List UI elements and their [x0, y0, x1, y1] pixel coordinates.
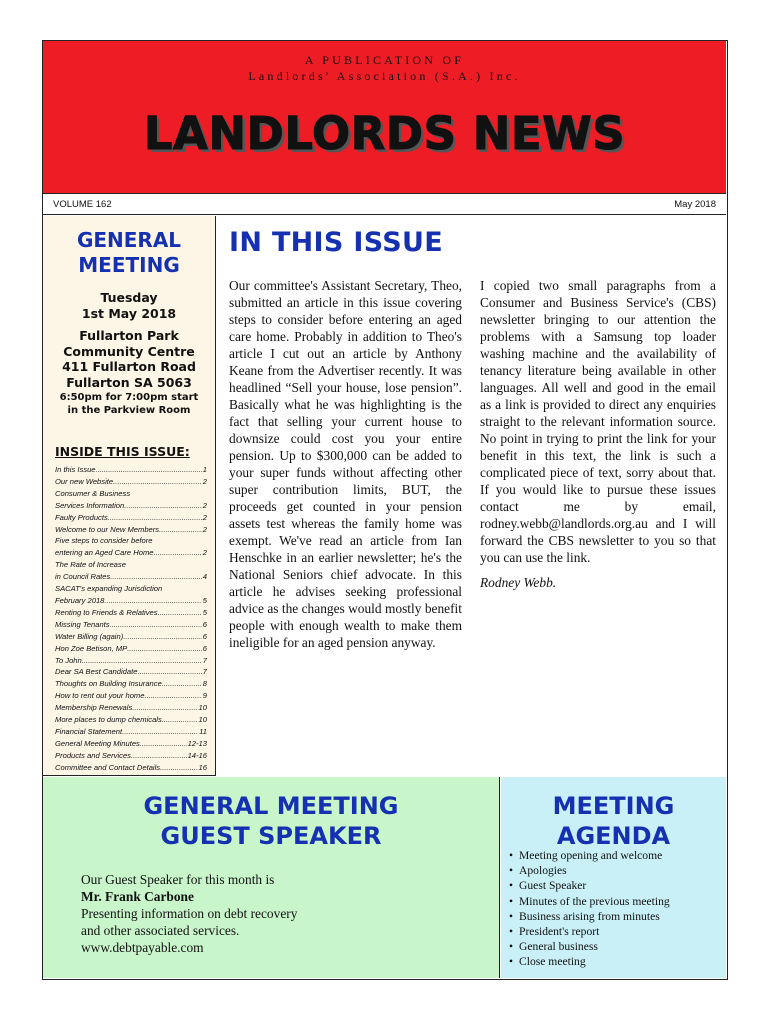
toc-item-page: 14-16: [187, 750, 207, 760]
newsletter-title: LANDLORDS NEWS: [143, 107, 626, 160]
toc-item-page: 4: [202, 572, 207, 582]
toc-item-title: Membership Renewals: [55, 703, 133, 713]
toc-item: [55, 655, 207, 667]
sidebar: [43, 216, 216, 776]
speaker-name: Mr. Frank Carbone: [81, 889, 194, 904]
toc-item: [55, 714, 207, 726]
issue-date: May 2018: [674, 199, 716, 210]
publication-line: A PUBLICATION OF: [304, 53, 465, 67]
toc-leader-dots: [144, 690, 201, 702]
agenda-item: • President's report: [509, 924, 670, 939]
toc-item-title: In this Issue: [55, 465, 96, 474]
meeting-venue: Fullarton Park Community Centre 411 Fullarton Road Fullarton SA 5063: [62, 328, 196, 390]
guest-speaker-heading: GENERAL MEETING GUEST SPEAKER: [143, 792, 399, 850]
toc-leader-dots: [140, 738, 187, 750]
toc-item-title: How to rent out your home: [55, 691, 145, 701]
speaker-topic: Presenting information on debt recovery: [81, 906, 298, 921]
toc-leader-dots: [96, 464, 202, 476]
agenda-item: • Meeting opening and welcome: [509, 848, 670, 863]
article-column-2: [480, 277, 716, 591]
toc-item-title: Five steps to consider before: [55, 536, 153, 546]
toc-leader-dots: [123, 631, 202, 643]
inside-this-issue-heading: INSIDE THIS ISSUE:: [55, 444, 190, 459]
toc-item-title: Products and Services: [55, 750, 131, 760]
meeting-agenda-box: [501, 777, 726, 978]
toc-item: [55, 738, 207, 750]
agenda-item: • General business: [509, 939, 670, 954]
toc-item-title: General Meeting Minutes: [55, 738, 140, 748]
toc-leader-dots: [137, 666, 201, 678]
publisher-name: Landlords' Association (S.A.) Inc.: [248, 69, 521, 83]
toc-item: [55, 464, 207, 476]
volume-number: VOLUME 162: [53, 199, 112, 210]
toc-item-title: To John: [55, 655, 82, 665]
newsletter-page: [42, 40, 728, 980]
toc-item: [55, 726, 207, 738]
toc-item: [55, 512, 207, 524]
toc-item-page: 10: [198, 703, 207, 713]
toc-item-title: Committee and Contact Details: [55, 762, 161, 772]
toc-item-page: 2: [202, 548, 207, 558]
toc-item: [55, 619, 207, 631]
toc-item-title: in Council Rates: [55, 572, 111, 582]
toc-item: [55, 571, 207, 583]
table-of-contents: [55, 464, 207, 774]
volume-bar: [43, 195, 726, 215]
toc-leader-dots: [110, 571, 201, 583]
toc-item-title: Dear SA Best Candidate: [55, 667, 138, 677]
toc-item: [55, 690, 207, 702]
toc-leader-dots: [113, 476, 202, 488]
toc-item-page: 5: [202, 595, 207, 605]
toc-leader-dots: [110, 619, 202, 631]
toc-item-page: 2: [202, 524, 207, 534]
toc-leader-dots: [158, 607, 202, 619]
toc-item-page: 10: [198, 715, 207, 725]
general-meeting-heading: GENERAL MEETING: [76, 228, 182, 277]
toc-item-page: 2: [202, 512, 207, 522]
toc-item-title: Missing Tenants: [55, 619, 110, 629]
toc-item-title: entering an Aged Care Home: [55, 548, 154, 558]
speaker-website: www.debtpayable.com: [81, 940, 204, 955]
meeting-time: 6:50pm for 7:00pm start in the Parkview Room: [59, 392, 199, 416]
toc-leader-dots: [162, 678, 202, 690]
toc-item-page: 2: [202, 476, 207, 486]
toc-item: [55, 524, 207, 536]
masthead: [43, 41, 726, 194]
toc-leader-dots: [127, 643, 202, 655]
agenda-item: • Guest Speaker: [509, 878, 670, 893]
toc-item-title: Renting to Friends & Relatives: [55, 607, 158, 617]
toc-item-page: 2: [202, 500, 207, 510]
toc-item-page: 16: [198, 762, 207, 772]
toc-item: [55, 678, 207, 690]
signature: Rodney Webb.: [480, 575, 557, 590]
toc-item-page: 5: [202, 607, 207, 617]
toc-item-page: 7: [202, 667, 207, 677]
toc-leader-dots: [108, 512, 202, 524]
toc-item-page: 6: [202, 619, 207, 629]
toc-item: [55, 476, 207, 488]
toc-leader-dots: [162, 714, 198, 726]
toc-item-title: SACAT's expanding Jurisdiction: [55, 584, 163, 594]
toc-item: [55, 643, 207, 655]
toc-item-title: February 2018: [55, 595, 105, 605]
toc-item: [55, 583, 207, 595]
toc-item: [55, 595, 207, 607]
agenda-item: • Close meeting: [509, 954, 670, 969]
toc-leader-dots: [159, 524, 202, 536]
toc-item-title: More places to dump chemicals: [55, 715, 162, 725]
toc-item: [55, 702, 207, 714]
toc-item: [55, 631, 207, 643]
toc-item-title: Our new Website: [55, 476, 114, 486]
toc-item-title: Hon Zoe Betison, MP: [55, 643, 128, 653]
toc-item: [55, 607, 207, 619]
agenda-item: • Apologies: [509, 863, 670, 878]
toc-item-title: The Rate of Increase: [55, 560, 126, 570]
toc-item-title: Faulty Products: [55, 512, 108, 522]
guest-speaker-box: [43, 777, 500, 978]
in-this-issue-heading: IN THIS ISSUE: [229, 227, 443, 258]
toc-item-title: Water Billing (again): [55, 631, 124, 641]
toc-item-title: Thoughts on Building Insurance: [55, 679, 162, 689]
toc-item: [55, 488, 207, 500]
toc-item-page: 12-13: [187, 738, 207, 748]
speaker-intro: Our Guest Speaker for this month is: [81, 872, 275, 887]
agenda-item: • Business arising from minutes: [509, 909, 670, 924]
toc-item: [55, 666, 207, 678]
toc-item-page: 7: [202, 655, 207, 665]
toc-item-page: 1: [202, 465, 207, 474]
article-paragraph: I copied two small paragraphs from a Consumer and Business Service's (CBS) newsletter bringing to our attention the problems with a Samsung top loader washing machine and the availability of tenancy literature being available in other languages. All well and good in the email as a link is provided to direct any enquiries straight to the relevant information source. No point in trying to print the link for your benefit in this text, the link is such a complicated piece of text, sorry about that. If you would like to pursue these issues contact me by email, rodney.webb@landlords.org.au and I will forward the CBS newsletter to you so that you can use the link.: [480, 278, 716, 565]
toc-item: [55, 500, 207, 512]
guest-speaker-details: [81, 871, 297, 956]
agenda-item: • Minutes of the previous meeting: [509, 894, 670, 909]
toc-leader-dots: [82, 655, 202, 667]
agenda-list: [509, 848, 670, 970]
toc-item-title: Welcome to our New Members: [55, 524, 160, 534]
toc-item: [55, 762, 207, 774]
toc-item: [55, 547, 207, 559]
toc-leader-dots: [132, 702, 197, 714]
toc-item: [55, 750, 207, 762]
toc-leader-dots: [122, 726, 198, 738]
toc-leader-dots: [131, 750, 187, 762]
toc-leader-dots: [160, 762, 197, 774]
toc-item-page: 6: [202, 643, 207, 653]
toc-leader-dots: [154, 547, 202, 559]
toc-item: [55, 535, 207, 547]
speaker-topic: and other associated services.: [81, 923, 240, 938]
toc-leader-dots: [104, 595, 201, 607]
article-paragraph: Our committee's Assistant Secretary, Theo, submitted an article in this issue covering steps to consider before entering an aged care home. Probably in addition to Theo's article I cut out an article by Anthony Keane from the Advertiser recently. It was headlined “Sell your house, lose pension”. Basically what he was highlighting is the fact that selling your current house to downsize could cost you your entire pension. Up to $300,000 can be added to your super funds without affecting other super contribution limits, BUT, the proceeds get counted in your pension assets test whereas the family home was exempt. We've read an article from Ian Henschke in an earlier newsletter; he's the National Seniors chief advocate. In this article he advises seeking professional advice as the changes would mostly benefit people with enough wealth to make them ineligible for an aged pension anyway.: [229, 278, 462, 650]
toc-item-title: Services Information: [55, 500, 125, 510]
toc-item-title: Financial Statement: [55, 726, 123, 736]
toc-item-page: 9: [202, 691, 207, 701]
toc-item-page: 8: [202, 679, 207, 689]
meeting-date: Tuesday 1st May 2018: [81, 290, 177, 321]
toc-item: [55, 559, 207, 571]
toc-item-title: Consumer & Business: [55, 488, 131, 498]
meeting-agenda-heading: MEETING AGENDA: [552, 792, 675, 850]
toc-item-page: 6: [202, 631, 207, 641]
article-column-1: [229, 277, 462, 651]
toc-leader-dots: [124, 500, 202, 512]
toc-item-page: 11: [199, 726, 207, 736]
